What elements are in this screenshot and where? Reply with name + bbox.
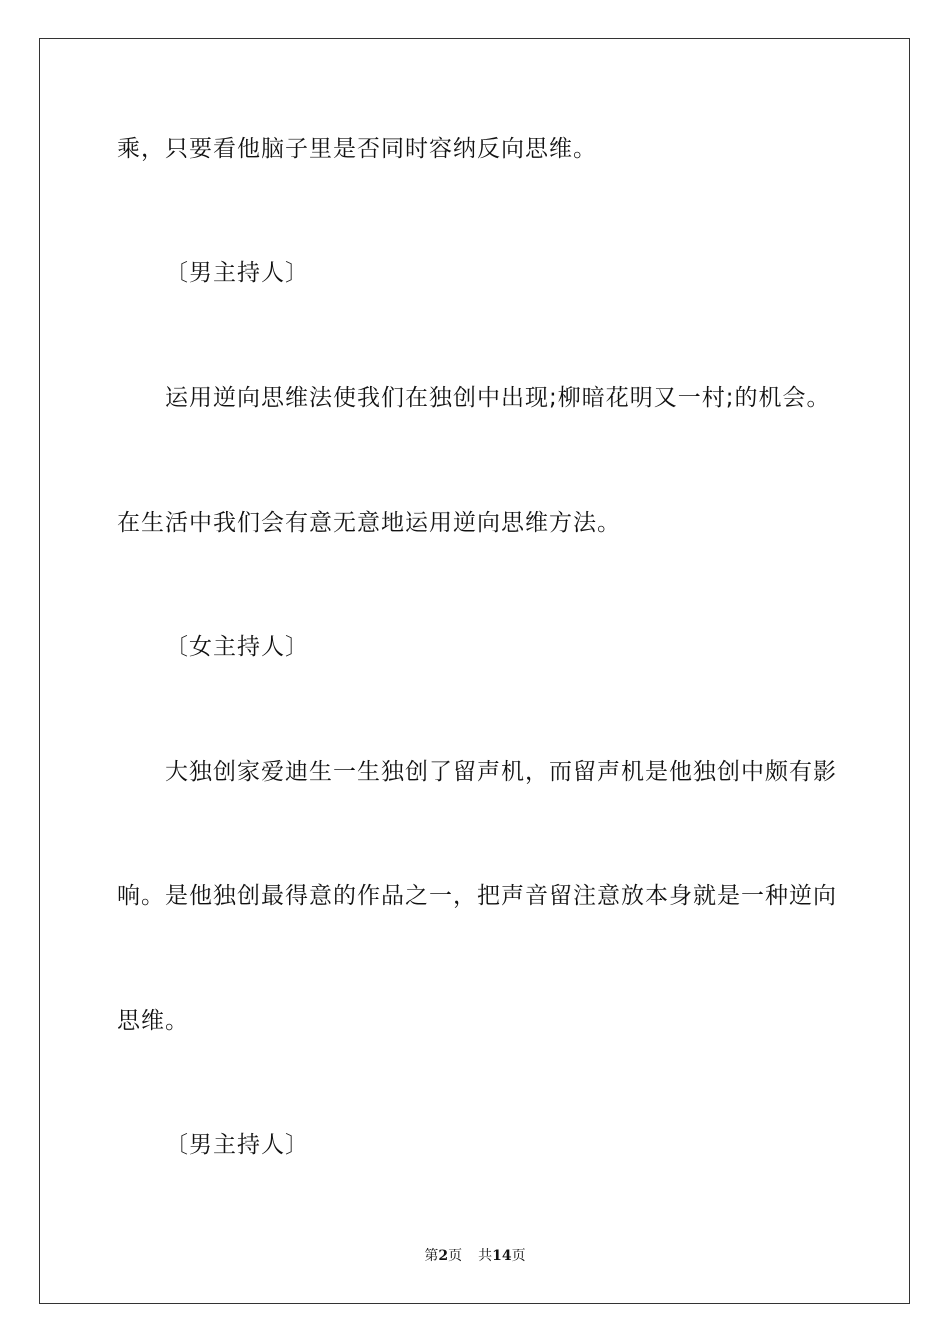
page-prefix: 第 (424, 1248, 439, 1264)
speaker-label-male-2: 〔男主持人〕 (165, 1132, 309, 1158)
body-line-6: 思维。 (117, 1008, 189, 1034)
page-footer (0, 1247, 950, 1265)
body-line-4: 大独创家爱迪生一生独创了留声机，而留声机是他独创中颇有影 (165, 759, 837, 785)
page-suffix: 页 (448, 1248, 463, 1264)
total-pages: 14 (492, 1248, 512, 1264)
body-line-1: 乘，只要看他脑子里是否同时容纳反向思维。 (117, 136, 597, 162)
page-border (39, 38, 910, 1304)
total-prefix: 共 (478, 1248, 493, 1264)
body-line-2: 运用逆向思维法使我们在独创中出现;柳暗花明又一村;的机会。 (165, 385, 831, 411)
speaker-label-female: 〔女主持人〕 (165, 634, 309, 660)
total-suffix: 页 (511, 1248, 526, 1264)
page-number: 2 (438, 1248, 449, 1264)
body-line-3: 在生活中我们会有意无意地运用逆向思维方法。 (117, 510, 621, 536)
speaker-label-male-1: 〔男主持人〕 (165, 260, 309, 286)
body-line-5: 响。是他独创最得意的作品之一，把声音留注意放本身就是一种逆向 (117, 883, 837, 909)
